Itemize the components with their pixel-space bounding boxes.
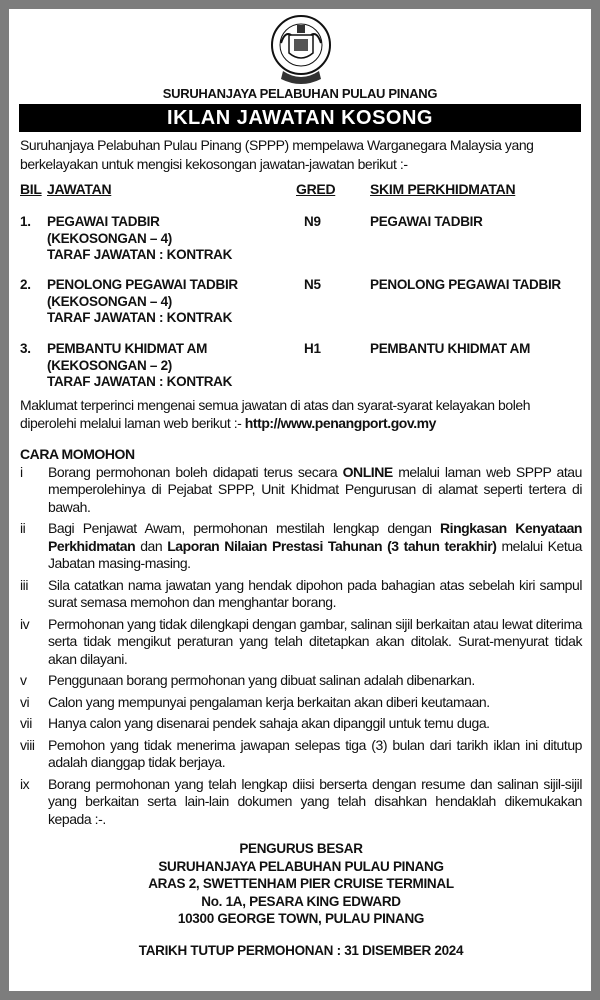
list-item bbox=[20, 776, 582, 829]
job-title: PENOLONG PEGAWAI TADBIR bbox=[47, 277, 238, 292]
address-line: ARAS 2, SWETTENHAM PIER CRUISE TERMINAL bbox=[148, 876, 454, 891]
item-text: Permohonan yang tidak dilengkapi dengan gambar, salinan sijil berkaitan atau lewat diterima serta tidak mengikut peraturan yang telah ditetapkan akan ditolak. Surat-menyurat tidak akan dilayani. bbox=[48, 615, 582, 667]
list-item bbox=[20, 694, 582, 712]
list-item bbox=[20, 616, 582, 669]
job-title: PEMBANTU KHIDMAT AM bbox=[47, 341, 208, 356]
page-title: IKLAN JAWATAN KOSONG bbox=[19, 104, 581, 132]
header-gred: GRED bbox=[296, 181, 336, 197]
item-text: Borang permohonan yang telah lengkap diisi berserta dengan resume dan salinan sijil-sijil yang berkaitan serta lain-lain dokumen yang telah disahkan hendaklah dikemukakan kepada :-. bbox=[48, 775, 582, 827]
job-row bbox=[20, 277, 582, 327]
address-line: SURUHANJAYA PELABUHAN PULAU PINANG bbox=[158, 858, 444, 874]
job-vacancy: (KEKOSONGAN – 2) bbox=[47, 357, 172, 373]
item-number: vii bbox=[20, 715, 32, 731]
list-item bbox=[20, 520, 582, 573]
job-grade: H1 bbox=[304, 341, 321, 356]
job-grade: N5 bbox=[304, 277, 321, 292]
item-number: vi bbox=[20, 693, 30, 710]
info-text: Maklumat terperinci mengenai semua jawatan di atas dan syarat-syarat kelayakan boleh diperolehi melalui laman web berikut :- bbox=[20, 397, 531, 431]
info-paragraph bbox=[20, 397, 582, 432]
application-steps bbox=[20, 446, 582, 828]
job-advertisement bbox=[9, 9, 591, 991]
body-flow bbox=[20, 397, 582, 971]
job-status: TARAF JAWATAN : KONTRAK bbox=[47, 247, 233, 262]
item-text: Calon yang mempunyai pengalaman kerja berkaitan akan diberi keutamaan. bbox=[48, 693, 490, 710]
item-number: viii bbox=[20, 736, 35, 753]
header-skim: SKIM PERKHIDMATAN bbox=[370, 181, 516, 197]
item-number: ii bbox=[20, 520, 26, 536]
job-grade: N9 bbox=[304, 214, 321, 229]
closing-date: TARIKH TUTUP PERMOHONAN : 31 DISEMBER 2024 bbox=[138, 942, 464, 958]
address-line: No. 1A, PESARA KING EDWARD bbox=[201, 893, 401, 909]
intro-text: Suruhanjaya Pelabuhan Pulau Pinang (SPPP) mempelawa Warganegara Malaysia yang berkelayakan untuk mengisi kekosongan jawatan-jawatan berikut :- bbox=[20, 137, 534, 172]
list-item bbox=[20, 577, 582, 612]
organization-logo-seal bbox=[269, 13, 333, 89]
job-status: TARAF JAWATAN : KONTRAK bbox=[47, 374, 233, 389]
job-scheme: PENOLONG PEGAWAI TADBIR bbox=[370, 277, 561, 292]
list-item bbox=[20, 464, 582, 517]
address-block bbox=[20, 840, 582, 928]
list-item bbox=[20, 672, 582, 690]
job-vacancy: (KEKOSONGAN – 4) bbox=[47, 230, 172, 246]
job-row bbox=[20, 214, 582, 264]
header-bil: BIL bbox=[20, 181, 42, 197]
section-title: CARA MOMOHON bbox=[20, 446, 135, 462]
organization-name: SURUHANJAYA PELABUHAN PULAU PINANG bbox=[162, 86, 438, 101]
item-number: iv bbox=[20, 615, 30, 632]
item-number: v bbox=[20, 672, 27, 688]
job-scheme: PEMBANTU KHIDMAT AM bbox=[370, 341, 531, 356]
job-scheme: PEGAWAI TADBIR bbox=[370, 214, 483, 229]
item-text: Pemohon yang tidak menerima jawapan selepas tiga (3) bulan dari tarikh iklan ini ditutup adalah dianggap tidak berjaya. bbox=[48, 736, 582, 770]
header-jawatan: JAWATAN bbox=[47, 181, 112, 197]
job-number: 2. bbox=[20, 277, 31, 292]
address-line: 10300 GEORGE TOWN, PULAU PINANG bbox=[177, 911, 425, 926]
list-item bbox=[20, 715, 582, 733]
list-item bbox=[20, 737, 582, 772]
item-number: i bbox=[20, 463, 23, 480]
item-number: ix bbox=[20, 775, 30, 792]
item-text: Borang permohonan boleh didapati terus secara ONLINE melalui laman web SPPP atau memperolehinya di Pejabat SPPP, Unit Khidmat Pengurusan di alamat seperti tertera di bawah. bbox=[48, 463, 582, 515]
item-number: iii bbox=[20, 576, 28, 593]
address-line: PENGURUS BESAR bbox=[239, 841, 363, 856]
website-link[interactable]: http://www.penangport.gov.my bbox=[244, 414, 436, 431]
job-status: TARAF JAWATAN : KONTRAK bbox=[47, 310, 233, 325]
item-text: Sila catatkan nama jawatan yang hendak dipohon pada bahagian atas sebelah kiri sampul surat semasa memohon dan menghantar borang. bbox=[48, 576, 582, 610]
job-number: 1. bbox=[20, 214, 31, 229]
job-row bbox=[20, 341, 582, 391]
job-title: PEGAWAI TADBIR bbox=[47, 214, 160, 229]
job-vacancy: (KEKOSONGAN – 4) bbox=[47, 293, 172, 309]
item-text: Penggunaan borang permohonan yang dibuat salinan adalah dibenarkan. bbox=[48, 672, 475, 688]
item-text: Hanya calon yang disenarai pendek sahaja akan dipanggil untuk temu duga. bbox=[48, 715, 490, 731]
item-text: Bagi Penjawat Awam, permohonan mestilah lengkap dengan Ringkasan Kenyataan Perkhidmatan dan Laporan Nilaian Prestasi Tahunan (3 tahun terakhir) melalui Ketua Jabatan masing-masing. bbox=[48, 520, 583, 571]
job-number: 3. bbox=[20, 341, 31, 356]
